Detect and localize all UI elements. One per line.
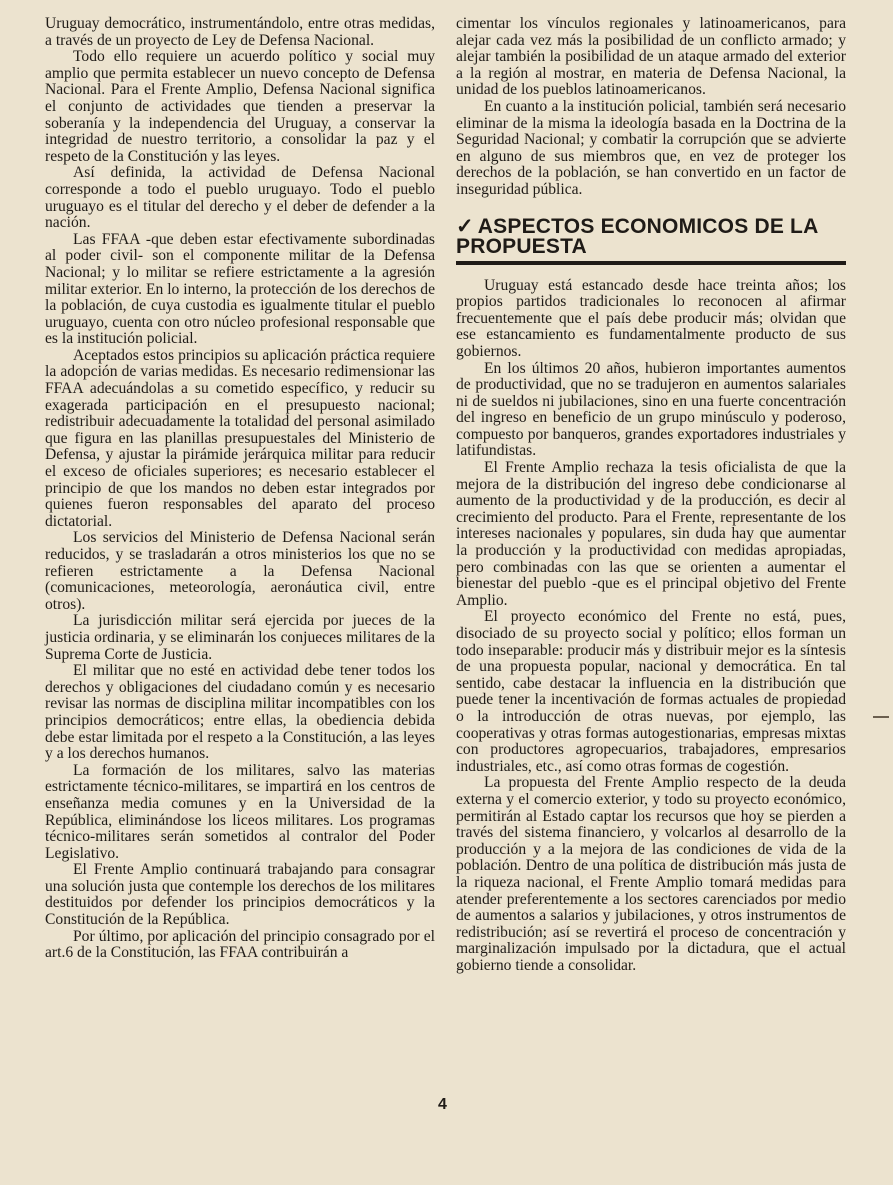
- paragraph: El proyecto económico del Frente no está, pues, disociado de su proyecto social y político; ellos forman un todo inseparable: producir más y distribuir mejor es la síntesis de una propuesta popular, nacional y democrática. En tal sentido, cabe destacar la influencia en la distribución que puede tener la incentivación de formas actuales de propiedad o la introducción de otras nuevas, por ejemplo, las cooperativas y otras formas autogestionarias, empresas mixtas con productores agropecuarios, trabajadores, empresarios industriales, etc., así como otras formas de cogestión.: [456, 608, 846, 775]
- paragraph: Así definida, la actividad de Defensa Nacional corresponde a todo el pueblo uruguayo. Todo el pueblo uruguayo es el titular del derecho y el deber de defender a la nación.: [45, 164, 435, 232]
- section-heading: [456, 214, 846, 258]
- paragraph: La jurisdicción militar será ejercida por jueces de la justicia ordinaria, y se eliminarán los conjueces militares de la Suprema Corte de Justicia.: [45, 612, 435, 663]
- paragraph: El Frente Amplio continuará trabajando para consagrar una solución justa que contemple los derechos de los militares destituidos por defender los principios democráticos y la Constitución de la República.: [45, 861, 435, 929]
- paragraph: Uruguay democrático, instrumentándolo, entre otras medidas, a través de un proyecto de Ley de Defensa Nacional.: [45, 15, 435, 49]
- margin-mark: [873, 716, 889, 718]
- paragraph: cimentar los vínculos regionales y latinoamericanos, para alejar cada vez más la posibilidad de un conflicto armado; y alejar también la posibilidad de un ataque armado del exterior a la región al mostrar, en materia de Defensa Nacional, la unidad de los pueblos latinoamericanos.: [456, 15, 846, 99]
- paragraph: En los últimos 20 años, hubieron importantes aumentos de productividad, que no se tradujeron en aumentos salariales ni de sueldos ni jubilaciones, sino en una fuerte concentración del ingreso en beneficio de un grupo minúsculo y poderoso, compuesto por banqueros, grandes exportadores industriales y latifundistas.: [456, 359, 846, 460]
- paragraph: El Frente Amplio rechaza la tesis oficialista de que la mejora de la distribución del ingreso debe condicionarse al aumento de la productividad y de la producción, es decir al crecimiento del producto. Para el Frente, representante de los intereses nacionales y populares, sin duda hay que aumentar la producción y la productividad con medidas apropiadas, pero combinadas con las que se orienten a aumentar el bienestar del pueblo -que es el principal objetivo del Frente Amplio.: [456, 459, 846, 609]
- paragraph: Por último, por aplicación del principio consagrado por el art.6 de la Constitución, las FFAA contribuirán a: [45, 927, 435, 962]
- paragraph: La formación de los militares, salvo las materias estrictamente técnico-militares, se impartirá en los centros de enseñanza media comunes y en la Universidad de la República, eliminándose los liceos militares. Los programas técnico-militares serán sometidos al contralor del Poder Legislativo.: [45, 761, 435, 862]
- left-column: [45, 16, 435, 962]
- paragraph: En cuanto a la institución policial, también será necesario eliminar de la misma la ideología basada en la Doctrina de la Seguridad Nacional; y combatir la corrupción que se advierte en alguno de sus miembros que, en vez de proteger los derechos de la población, se han convertido en un factor de inseguridad pública.: [456, 97, 846, 198]
- paragraph: Todo ello requiere un acuerdo político y social muy amplio que permita establecer un nuevo concepto de Defensa Nacional. Para el Frente Amplio, Defensa Nacional significa el conjunto de actividades que tienden a preservar la soberanía y la independencia del Uruguay, a conservar la integridad de nuestro territorio, a consolidar la paz y el respeto de la Constitución y las leyes.: [45, 48, 435, 165]
- paragraph: Las FFAA -que deben estar efectivamente subordinadas al poder civil- son el componente militar de la Defensa Nacional; y lo militar se refiere estrictamente a la agresión militar exterior. En lo interno, la protección de los derechos de la población, de cuya custodia es igualmente titular el pueblo uruguayo, cuenta con otro núcleo profesional responsable que es la institución policial.: [45, 230, 435, 348]
- paragraph: La propuesta del Frente Amplio respecto de la deuda externa y el comercio exterior, y todo su proyecto económico, permitirán al Estado captar los recursos que hoy se pierden a través del sistema financiero, y volcarlos al desarrollo de la producción y a la mejora de las condiciones de vida de la población. Dentro de una política de distribución más justa de la riqueza nacional, el Frente Amplio tomará medidas para atender preferentemente a los sectores carenciados por medio de aumentos a salarios y jubilaciones, y otros instrumentos de redistribución; así se revertirá el proceso de concentración y marginalización impulsado por la dictadura, que el actual gobierno tiende a consolidar.: [456, 774, 846, 974]
- paragraph: Los servicios del Ministerio de Defensa Nacional serán reducidos, y se trasladarán a otros ministerios los que no se refieren estrictamente a la Defensa Nacional (comunicaciones, meteorología, aeronáutica civil, entre otros).: [45, 529, 435, 613]
- checkmark-icon: ✓: [456, 214, 474, 238]
- paragraph: El militar que no esté en actividad debe tener todos los derechos y obligaciones del ciudadano común y es necesario revisar las normas de disciplina militar incompatibles con los principios democráticos; entre ellas, la obediencia debida debe estar limitada por el respeto a la Constitución, a las leyes y a los derechos humanos.: [45, 662, 435, 763]
- right-column: [456, 16, 846, 974]
- right-column-bottom: [456, 278, 846, 975]
- right-column-top: [456, 16, 846, 199]
- page-number: 4: [438, 1096, 447, 1113]
- section-heading-text: ASPECTOS ECONOMICOS DE LA PROPUESTA: [456, 214, 818, 258]
- section-divider: [456, 261, 846, 265]
- paragraph: Uruguay está estancado desde hace treinta años; los propios partidos tradicionales lo reconocen al afirmar frecuentemente que el país debe producir más; olvidan que ese estancamiento es fundamentalmente producto de sus gobiernos.: [456, 276, 846, 360]
- paragraph: Aceptados estos principios su aplicación práctica requiere la adopción de varias medidas. Es necesario redimensionar las FFAA adecuándolas a su cometido específico, y reducir su exagerada participación en el presupuesto nacional; redistribuir adecuadamente la totalidad del personal asimilado que figura en las planillas presupuestales del Ministerio de Defensa, y ajustar la pirámide jerárquica militar para reducir el exceso de oficiales superiores; es necesario establecer el principio de que los mandos no deben estar integrados por quienes fueron responsables del aparato del proceso dictatorial.: [45, 346, 435, 530]
